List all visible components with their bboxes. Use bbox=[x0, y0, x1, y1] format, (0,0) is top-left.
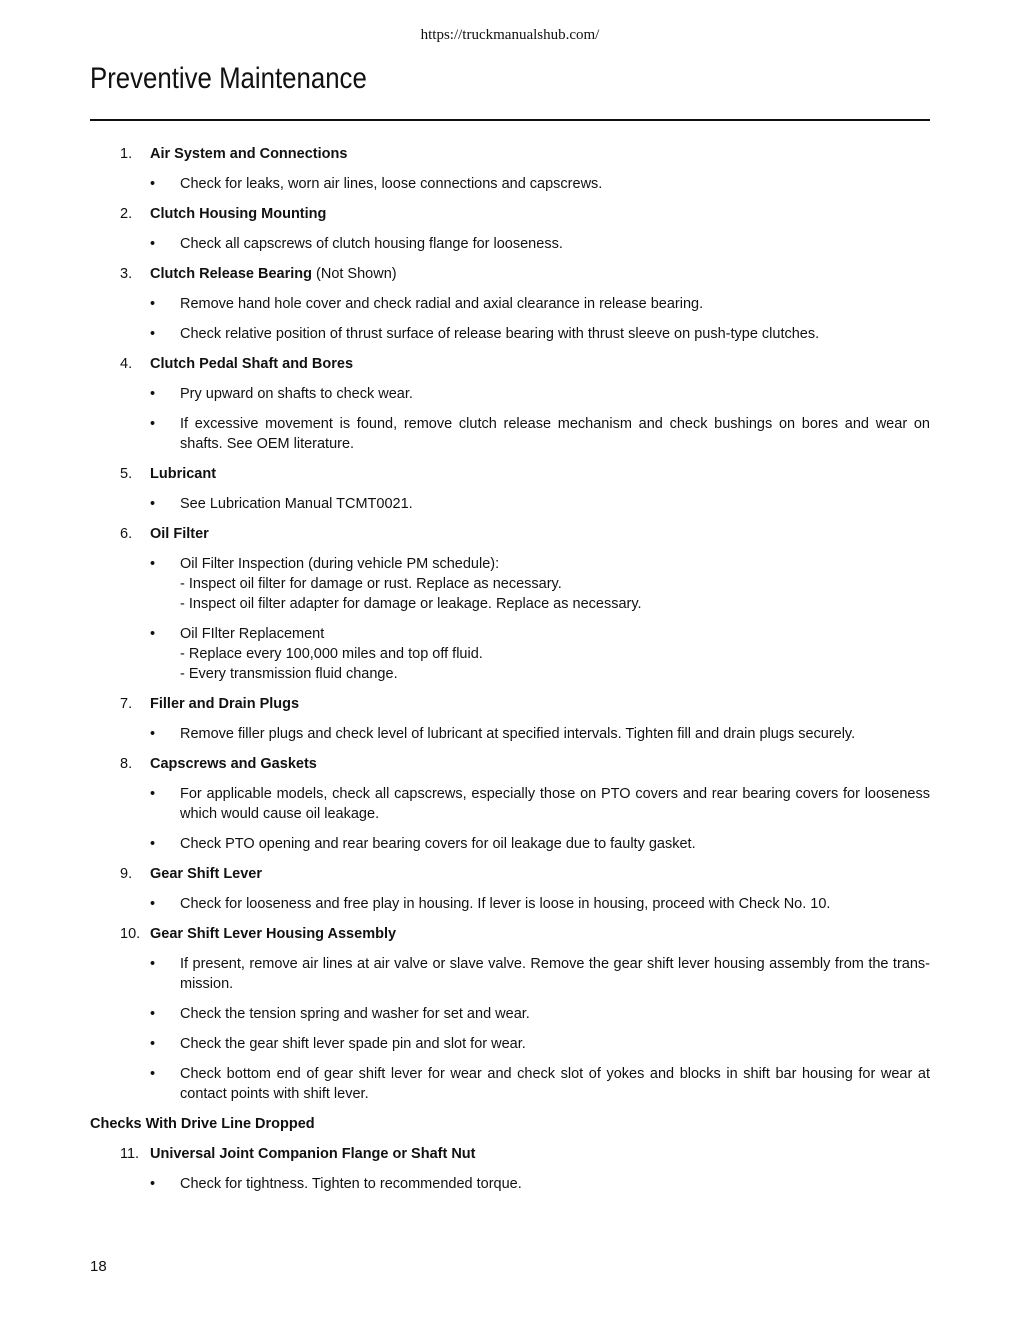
checklist-item-heading bbox=[90, 204, 930, 224]
checklist-group-a bbox=[90, 144, 930, 1104]
item-number: 9. bbox=[120, 866, 133, 882]
bullet-item bbox=[90, 234, 930, 254]
item-title-group bbox=[150, 754, 317, 774]
checklist-item-heading bbox=[90, 754, 930, 774]
bullet-icon: • bbox=[150, 626, 156, 642]
checklist-item-heading bbox=[90, 864, 930, 884]
bullet-line: Remove hand hole cover and check radial and axial clearance in release bearing. bbox=[180, 296, 704, 312]
bullet-text bbox=[180, 324, 930, 344]
bullet-line: Check all capscrews of clutch housing flange for looseness. bbox=[180, 236, 563, 252]
item-title-group bbox=[150, 924, 396, 944]
checklist-item-heading bbox=[90, 354, 930, 374]
bullet-item bbox=[90, 174, 930, 194]
bullet-item bbox=[90, 954, 930, 994]
title-divider bbox=[90, 119, 930, 121]
checklist-item-heading bbox=[90, 924, 930, 944]
bullet-icon: • bbox=[150, 836, 156, 852]
item-title: Clutch Release Bearing bbox=[150, 266, 312, 282]
checklist-item-heading bbox=[90, 694, 930, 714]
item-title-group bbox=[150, 464, 216, 484]
bullet-line: - Every transmission fluid change. bbox=[180, 666, 398, 682]
item-title-group bbox=[150, 204, 326, 224]
bullet-text bbox=[180, 1034, 930, 1054]
bullet-item bbox=[90, 1004, 930, 1024]
item-number: 10. bbox=[120, 926, 141, 942]
bullet-icon: • bbox=[150, 386, 156, 402]
item-number: 7. bbox=[120, 696, 133, 712]
bullet-icon: • bbox=[150, 176, 156, 192]
bullet-line: Oil FIlter Replacement bbox=[180, 626, 325, 642]
checklist-item-heading bbox=[90, 464, 930, 484]
bullet-text bbox=[180, 834, 930, 854]
bullet-item bbox=[90, 1174, 930, 1194]
bullet-item bbox=[90, 494, 930, 514]
item-title-group bbox=[150, 144, 347, 164]
item-number: 2. bbox=[120, 206, 133, 222]
item-number: 3. bbox=[120, 266, 133, 282]
bullet-icon: • bbox=[150, 236, 156, 252]
maintenance-checklist bbox=[90, 144, 930, 1204]
item-number: 5. bbox=[120, 466, 133, 482]
bullet-text bbox=[180, 174, 930, 194]
bullet-text bbox=[180, 234, 930, 254]
item-title: Gear Shift Lever Housing Assembly bbox=[150, 926, 397, 942]
item-number: 4. bbox=[120, 356, 133, 372]
bullet-line: If excessive movement is found, remove clutch release mechanism and check bushings on bores and wear on shafts. See OEM literature. bbox=[180, 416, 930, 452]
bullet-icon: • bbox=[150, 786, 156, 802]
item-title-group bbox=[150, 524, 209, 544]
checklist-group-b bbox=[90, 1144, 930, 1194]
bullet-line: Check the gear shift lever spade pin and slot for wear. bbox=[180, 1036, 526, 1052]
page-number: 18 bbox=[90, 1258, 107, 1275]
bullet-text bbox=[180, 1064, 930, 1104]
item-title: Clutch Pedal Shaft and Bores bbox=[150, 356, 354, 372]
item-number: 1. bbox=[120, 146, 133, 162]
item-title-group bbox=[150, 264, 397, 284]
item-note: (Not Shown) bbox=[311, 266, 397, 282]
item-title-group bbox=[150, 694, 299, 714]
bullet-text bbox=[180, 724, 930, 744]
checklist-item-heading bbox=[90, 1144, 930, 1164]
bullet-line: Check for tightness. Tighten to recommended torque. bbox=[180, 1176, 522, 1192]
bullet-line: See Lubrication Manual TCMT0021. bbox=[180, 496, 413, 512]
checklist-item-heading bbox=[90, 524, 930, 544]
bullet-icon: • bbox=[150, 296, 156, 312]
source-url: https://truckmanualshub.com/ bbox=[420, 27, 600, 43]
bullet-text bbox=[180, 1174, 930, 1194]
bullet-line: Remove filler plugs and check level of lubricant at specified intervals. Tighten fill and drain plugs securely. bbox=[180, 726, 856, 742]
bullet-text bbox=[180, 384, 930, 404]
bullet-line: Check the tension spring and washer for set and wear. bbox=[180, 1006, 530, 1022]
bullet-line: Pry upward on shafts to check wear. bbox=[180, 386, 413, 402]
bullet-text bbox=[180, 624, 930, 684]
bullet-line: Oil Filter Inspection (during vehicle PM schedule): bbox=[180, 556, 500, 572]
bullet-item bbox=[90, 624, 930, 684]
bullet-icon: • bbox=[150, 726, 156, 742]
bullet-item bbox=[90, 1064, 930, 1104]
item-number: 6. bbox=[120, 526, 133, 542]
bullet-icon: • bbox=[150, 416, 156, 432]
bullet-line: For applicable models, check all capscrews, especially those on PTO covers and rear bearing covers for looseness which would cause oil leakage. bbox=[180, 786, 930, 822]
bullet-icon: • bbox=[150, 1176, 156, 1192]
bullet-item bbox=[90, 724, 930, 744]
bullet-line: Check bottom end of gear shift lever for wear and check slot of yokes and blocks in shift bar housing for wear at contact points with shift lever. bbox=[180, 1066, 930, 1102]
item-title: Universal Joint Companion Flange or Shaft Nut bbox=[150, 1146, 476, 1162]
item-title: Capscrews and Gaskets bbox=[150, 756, 317, 772]
bullet-text bbox=[180, 494, 930, 514]
bullet-item bbox=[90, 784, 930, 824]
item-title: Oil Filter bbox=[150, 526, 209, 542]
bullet-line: Check PTO opening and rear bearing covers for oil leakage due to faulty gasket. bbox=[180, 836, 696, 852]
bullet-icon: • bbox=[150, 1006, 156, 1022]
item-number: 8. bbox=[120, 756, 133, 772]
bullet-line: - Inspect oil filter adapter for damage or leakage. Replace as necessary. bbox=[180, 596, 642, 612]
section-heading: Checks With Drive Line Dropped bbox=[90, 1116, 315, 1132]
item-title-group bbox=[150, 1144, 475, 1164]
bullet-text bbox=[180, 894, 930, 914]
bullet-item bbox=[90, 414, 930, 454]
bullet-icon: • bbox=[150, 896, 156, 912]
checklist-item-heading bbox=[90, 264, 930, 284]
bullet-text bbox=[180, 954, 930, 994]
bullet-line: - Inspect oil filter for damage or rust. Replace as necessary. bbox=[180, 576, 562, 592]
bullet-icon: • bbox=[150, 1066, 156, 1082]
bullet-icon: • bbox=[150, 496, 156, 512]
bullet-icon: • bbox=[150, 556, 156, 572]
item-title: Clutch Housing Mounting bbox=[150, 206, 327, 222]
bullet-line: If present, remove air lines at air valve or slave valve. Remove the gear shift lever housing assembly from the trans-mission. bbox=[180, 956, 930, 992]
bullet-item bbox=[90, 1034, 930, 1054]
bullet-line: Check for looseness and free play in housing. If lever is loose in housing, proceed with Check No. 10. bbox=[180, 896, 831, 912]
bullet-line: - Replace every 100,000 miles and top off fluid. bbox=[180, 646, 483, 662]
bullet-text bbox=[180, 554, 930, 614]
checklist-item-heading bbox=[90, 144, 930, 164]
bullet-text bbox=[180, 784, 930, 824]
bullet-line: Check for leaks, worn air lines, loose connections and capscrews. bbox=[180, 176, 603, 192]
item-title: Filler and Drain Plugs bbox=[150, 696, 300, 712]
bullet-icon: • bbox=[150, 326, 156, 342]
bullet-item bbox=[90, 554, 930, 614]
bullet-item bbox=[90, 294, 930, 314]
item-title-group bbox=[150, 354, 353, 374]
bullet-icon: • bbox=[150, 1036, 156, 1052]
item-title: Air System and Connections bbox=[150, 146, 348, 162]
bullet-text bbox=[180, 1004, 930, 1024]
bullet-text bbox=[180, 414, 930, 454]
bullet-line: Check relative position of thrust surface of release bearing with thrust sleeve on push-type clutches. bbox=[180, 326, 820, 342]
bullet-item bbox=[90, 384, 930, 404]
page-title: Preventive Maintenance bbox=[90, 62, 367, 95]
bullet-item bbox=[90, 894, 930, 914]
bullet-icon: • bbox=[150, 956, 156, 972]
item-title: Gear Shift Lever bbox=[150, 866, 263, 882]
item-title-group bbox=[150, 864, 262, 884]
item-number: 11. bbox=[120, 1146, 140, 1162]
bullet-item bbox=[90, 324, 930, 344]
item-title: Lubricant bbox=[150, 466, 217, 482]
bullet-text bbox=[180, 294, 930, 314]
bullet-item bbox=[90, 834, 930, 854]
